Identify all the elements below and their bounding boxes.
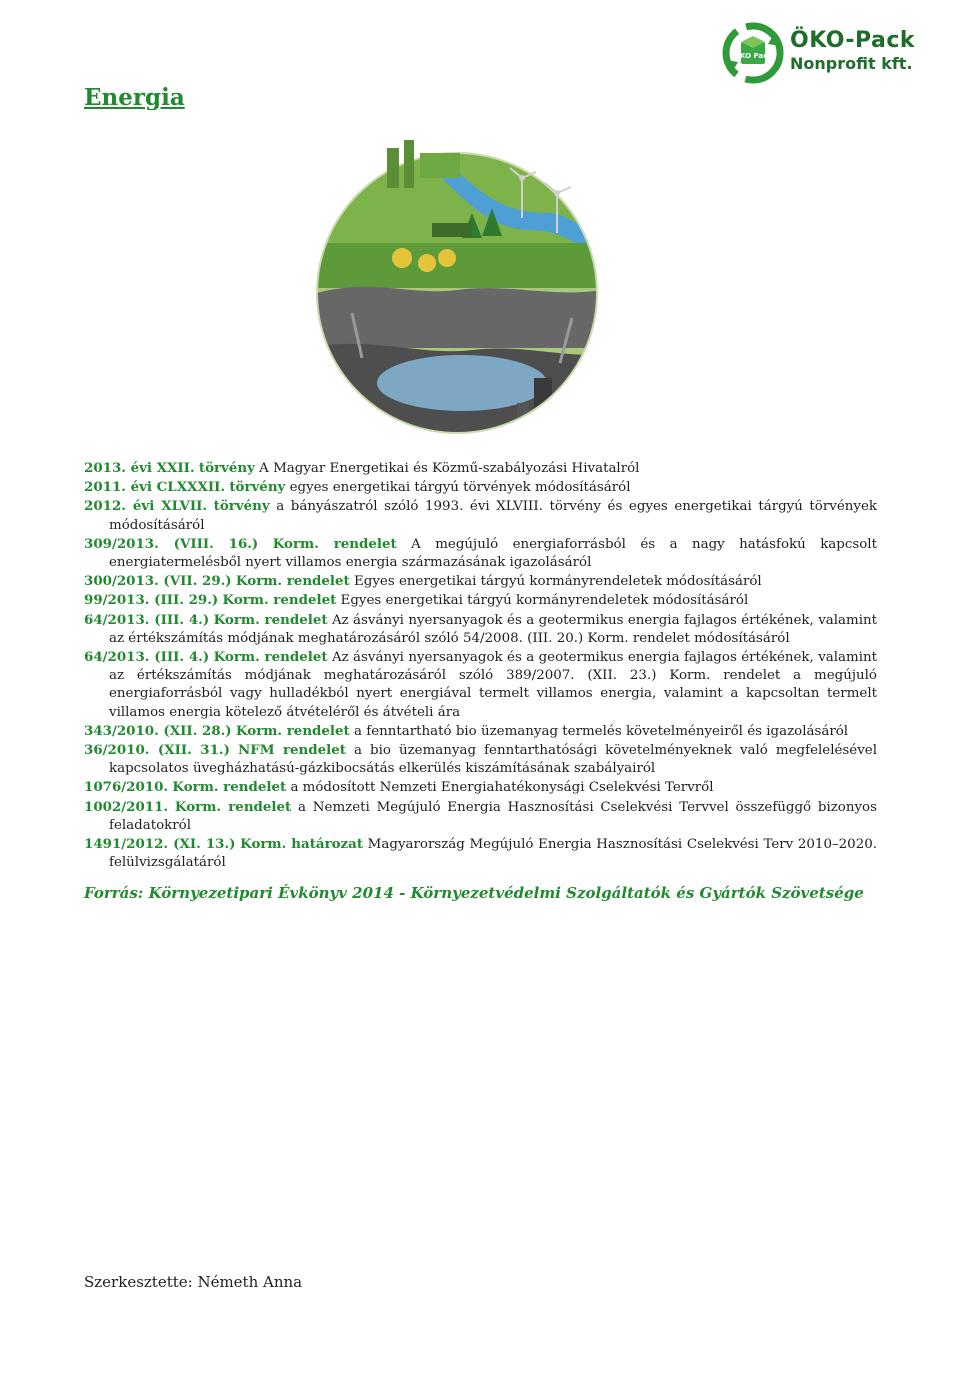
law-type: törvény xyxy=(213,498,270,515)
law-item xyxy=(84,497,877,534)
law-reference: 343/2010. (XII. 28.) xyxy=(84,722,232,739)
law-title: egyes energetikai tárgyú törvények módosításáról xyxy=(289,480,631,496)
law-reference: 309/2013. (VIII. 16.) xyxy=(84,535,259,552)
law-reference: 2013. évi XXII. xyxy=(84,460,195,476)
law-type: Korm. rendelet xyxy=(235,573,350,590)
law-title: Az ásványi nyersanyagok és a geotermikus energia fajlagos értékének, valamint az értékszámítás módjának meghatározásáról szóló 54/2008. (III. 20.) Korm. rendelet módosításáról xyxy=(109,612,877,646)
law-item xyxy=(84,459,877,478)
law-item xyxy=(84,611,877,648)
law-type: Korm. rendelet xyxy=(222,592,337,609)
law-title: a bányászatról szóló 1993. évi XLVIII. törvény és egyes energetikai tárgyú törvények módosításáról xyxy=(109,499,877,533)
law-type: NFM rendelet xyxy=(237,742,346,759)
law-reference: 1076/2010. xyxy=(84,779,169,796)
law-title: Egyes energetikai tárgyú kormányrendeletek módosításáról xyxy=(340,593,749,609)
law-item xyxy=(84,648,877,722)
source-citation: Forrás: Környezetipari Évkönyv 2014 - Környezetvédelmi Szolgáltatók és Gyártók Szövetsége xyxy=(84,884,864,902)
law-type: Korm. határozat xyxy=(240,836,364,853)
law-reference: 1491/2012. (XI. 13.) xyxy=(84,836,236,853)
law-reference: 64/2013. (III. 4.) xyxy=(84,649,210,666)
law-type: Korm. rendelet xyxy=(235,722,350,739)
logo-subtitle: Nonprofit kft. xyxy=(790,54,913,73)
law-reference: 2011. évi CLXXXII. xyxy=(84,479,226,496)
badge-text: ÖKO Pack xyxy=(734,52,772,60)
editor-credit: Szerkesztette: Németh Anna xyxy=(84,1273,303,1291)
law-type: Korm. rendelet xyxy=(213,611,328,628)
law-type: törvény xyxy=(198,460,255,476)
law-item xyxy=(84,798,877,835)
logo-name: ÖKO-Pack xyxy=(790,28,916,53)
law-reference: 64/2013. (III. 4.) xyxy=(84,611,210,628)
law-reference: 99/2013. (III. 29.) xyxy=(84,592,219,609)
law-title: a módosított Nemzeti Energiahatékonysági Cselekvési Tervről xyxy=(290,780,714,796)
page-title: Energia xyxy=(84,84,185,111)
law-item xyxy=(84,535,877,572)
law-reference: 2012. évi XLVII. xyxy=(84,498,208,515)
oko-pack-logo xyxy=(722,20,938,86)
law-reference: 36/2010. (XII. 31.) xyxy=(84,742,230,759)
law-item xyxy=(84,478,877,497)
law-title: Egyes energetikai tárgyú kormányrendeletek módosításáról xyxy=(354,574,762,590)
law-reference: 300/2013. (VII. 29.) xyxy=(84,573,232,590)
law-title: a Nemzeti Megújuló Energia Hasznosítási Cselekvési Tervvel összefüggő bizonyos feladatokról xyxy=(109,799,877,833)
law-item xyxy=(84,778,877,797)
law-title: A megújuló energiaforrásból és a nagy hatásfokú kapcsolt energiatermelésből nyert villamos energia származásának igazolásáról xyxy=(109,536,877,571)
law-item xyxy=(84,835,877,872)
law-title: A Magyar Energetikai és Közmű-szabályozási Hivatalról xyxy=(259,461,640,476)
law-title: Az ásványi nyersanyagok és a geotermikus energia fajlagos értékének, valamint az értékszámítás módjának meghatározásáról szóló 389/2007. (XII. 23.) Korm. rendelet a megújuló energiaforrásból vagy hulladékból nyert energiával termelt villamos energia, valamint a kapcsoltan termelt villamos energia kötelező átvételéről és átvételi ára xyxy=(109,650,877,720)
law-title: a bio üzemanyag fenntarthatósági követelményeknek való megfelelésével kapcsolatos üvegházhatású-gázkibocsátás elkerülés kiszámításának szabályairól xyxy=(109,743,877,777)
law-type: Korm. rendelet xyxy=(172,779,287,796)
law-item xyxy=(84,722,877,741)
law-title: Magyarország Megújuló Energia Hasznosítási Cselekvési Terv 2010–2020. felülvizsgálatáról xyxy=(109,837,877,871)
law-title: a fenntartható bio üzemanyag termelés követelményeiről és igazolásáról xyxy=(354,723,849,739)
law-type: törvény xyxy=(229,479,286,496)
law-item xyxy=(84,741,877,778)
law-item xyxy=(84,572,877,591)
energy-globe-illustration xyxy=(292,118,622,448)
law-type: Korm. rendelet xyxy=(174,798,292,815)
law-type: Korm. rendelet xyxy=(213,649,328,666)
recycle-badge-icon xyxy=(722,22,784,84)
law-reference: 1002/2011. xyxy=(84,798,169,815)
law-item xyxy=(84,591,877,610)
law-list xyxy=(84,459,877,872)
law-type: Korm. rendelet xyxy=(272,535,397,552)
